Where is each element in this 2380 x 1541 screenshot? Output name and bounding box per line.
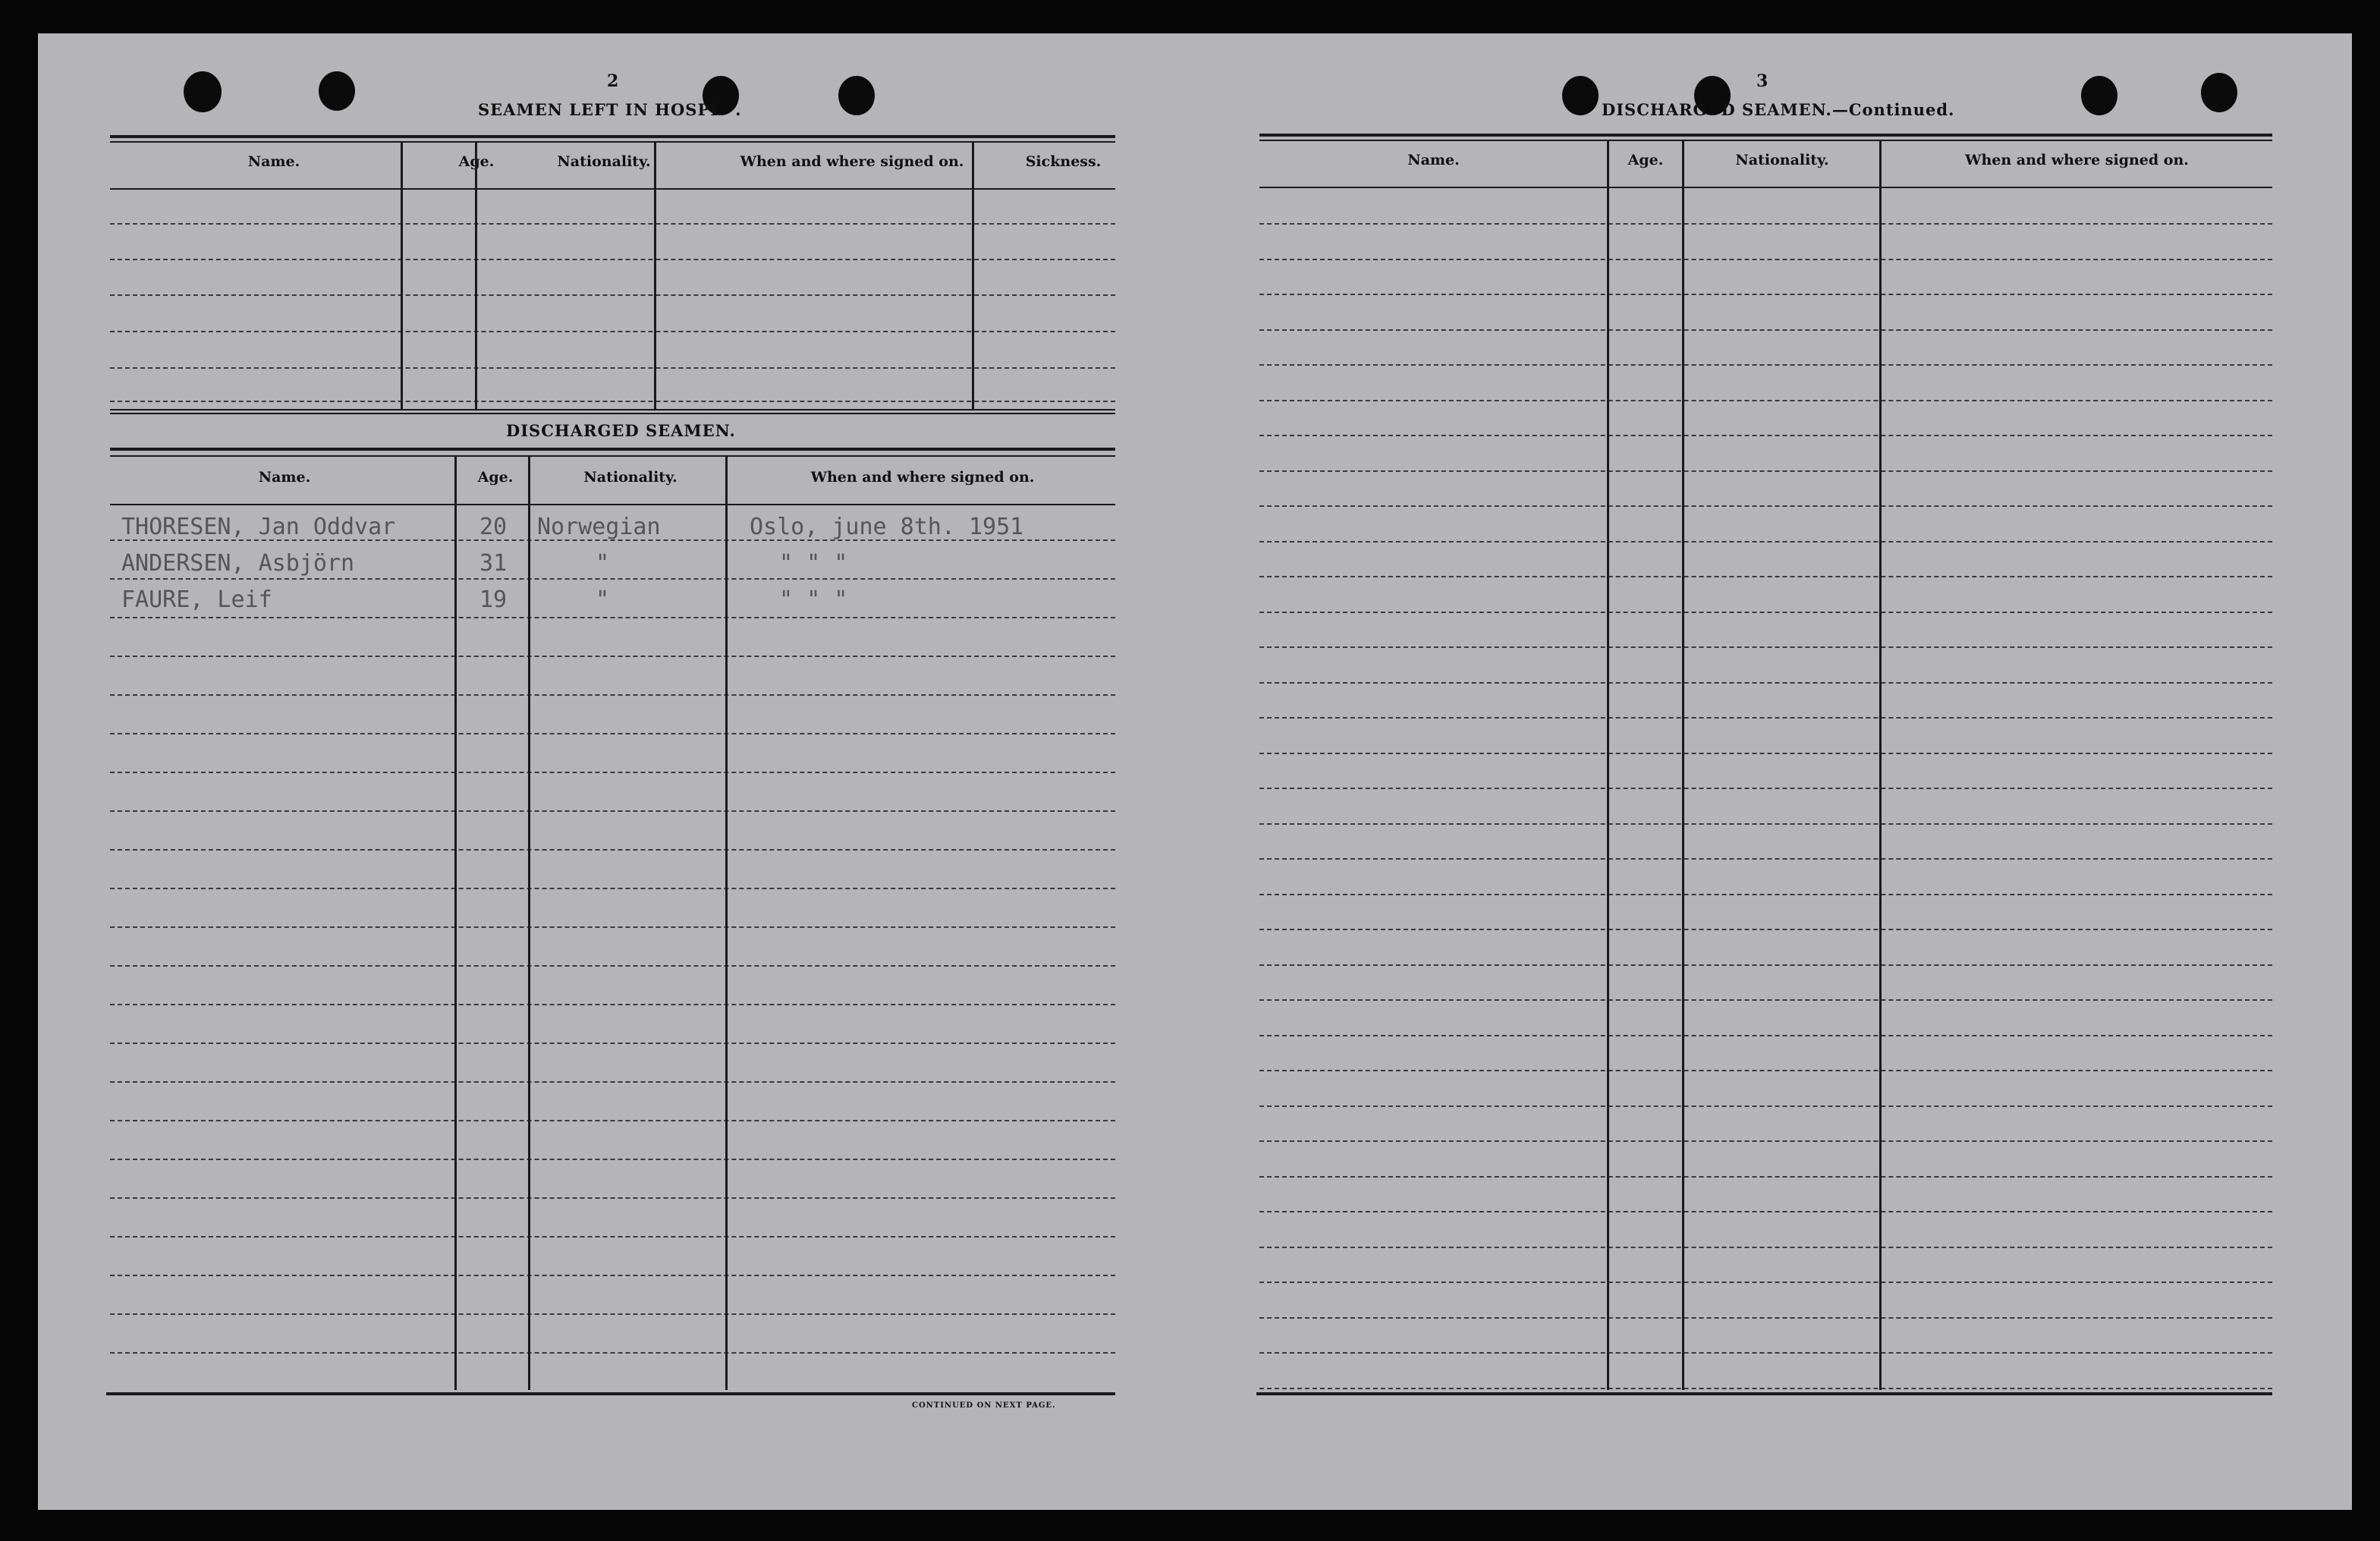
row-rule [1259,1176,2272,1178]
discharged-row-name: FAURE, Leif [121,587,272,613]
rule [110,135,1115,138]
row-rule [1259,1070,2272,1071]
right-header-nationality: Nationality. [1735,152,1829,168]
row-rule [1259,1035,2272,1036]
column-divider [528,457,530,1390]
column-divider [454,457,457,1390]
row-rule [110,1236,1115,1238]
discharged-header-signed-on: When and where signed on. [810,469,1035,486]
hospital-header-name: Name. [247,153,300,170]
row-rule [110,849,1115,851]
row-rule [110,694,1115,696]
row-rule [110,1352,1115,1354]
hospital-header-signed-on: When and where signed on. [740,153,964,170]
discharged-header-nationality: Nationality. [583,469,678,486]
row-rule [1259,223,2272,225]
rule [1256,1392,2272,1395]
row-rule [1259,294,2272,295]
row-rule [1259,1105,2272,1107]
discharged-row-signed-on: " " " [779,550,848,577]
page-number: 2 [607,71,619,91]
continued-footer: CONTINUED ON NEXT PAGE. [912,1401,1056,1410]
punch-hole [1562,76,1599,115]
column-divider [475,143,477,410]
column-divider [401,143,403,410]
hospital-header-sickness: Sickness. [1025,153,1102,170]
row-rule [1259,1140,2272,1142]
row-rule [1259,541,2272,542]
column-divider [1607,141,1609,1390]
row-rule [110,1159,1115,1160]
rule [110,455,1115,457]
discharged-row-name: ANDERSEN, Asbjörn [121,550,355,577]
rule [110,409,1115,410]
row-rule [110,259,1115,260]
row-rule [1259,364,2272,366]
punch-hole [2081,76,2117,115]
row-rule [1259,753,2272,754]
column-divider [654,143,656,410]
row-rule [1259,1317,2272,1319]
hospital-title-text: SEAMEN LEFT IN HOSPI [478,100,719,119]
discharged-row-age: 31 [479,550,508,577]
column-divider [972,143,974,410]
right-header-signed-on: When and where signed on. [1965,152,2189,168]
document-paper [38,33,2352,1510]
column-divider [1879,141,1882,1390]
discharged-row-nationality: " [596,550,610,577]
discharged-row-signed-on: " " " [779,587,848,613]
row-rule [1259,823,2272,825]
punch-hole [319,71,355,111]
rule [1259,140,2272,141]
right-section-title [1602,100,1954,119]
row-rule [1259,858,2272,860]
row-rule [1259,929,2272,930]
header-rule [110,188,1115,190]
row-rule [1259,1282,2272,1283]
hospital-header-nationality: Nationality. [557,153,651,170]
page-number: 3 [1756,71,1768,91]
row-rule [1259,435,2272,436]
row-rule [110,578,1115,580]
row-rule [110,1275,1115,1276]
row-rule [1259,470,2272,472]
discharged-row-name: THORESEN, Jan Oddvar [121,514,396,540]
row-rule [1259,717,2272,719]
row-rule [1259,1211,2272,1212]
rule [110,448,1115,451]
discharged-row-age: 19 [479,587,508,613]
row-rule [110,733,1115,734]
row-rule [110,617,1115,618]
right-header-name: Name. [1407,152,1460,168]
punch-hole [2201,73,2237,112]
row-rule [1259,576,2272,577]
header-rule [1259,187,2272,188]
row-rule [110,810,1115,812]
hospital-header-age: Age. [458,153,495,170]
rule [106,1392,1115,1395]
header-rule [110,504,1115,505]
discharged-row-age: 20 [479,514,508,540]
row-rule [110,1004,1115,1005]
column-divider [725,457,728,1390]
punch-hole [184,71,222,112]
row-rule [1259,682,2272,684]
row-rule [1259,894,2272,895]
row-rule [1259,505,2272,507]
row-rule [1259,964,2272,966]
rule [1259,134,2272,137]
right-header-age: Age. [1627,152,1664,168]
row-rule [110,656,1115,657]
discharged-section-title: DISCHARGED SEAMEN. [506,421,736,440]
discharged-row-nationality: Norwegian [537,514,661,540]
row-rule [1259,1247,2272,1248]
row-rule [110,1197,1115,1199]
column-divider [1682,141,1684,1390]
row-rule [1259,1388,2272,1389]
right-title-rest: D SEAMEN.—Continued. [1721,100,1955,119]
row-rule [110,1313,1115,1315]
row-rule [1259,1352,2272,1354]
row-rule [110,888,1115,889]
discharged-row-signed-on: Oslo, june 8th. 1951 [750,514,1024,540]
row-rule [110,367,1115,369]
row-rule [110,401,1115,402]
row-rule [110,223,1115,225]
row-rule [110,926,1115,928]
row-rule [1259,259,2272,260]
punch-hole [838,76,875,115]
row-rule [1259,612,2272,613]
right-title-start: DISCHARG [1602,100,1708,119]
row-rule [1259,400,2272,401]
rule [110,413,1115,414]
rule [110,141,1115,143]
row-rule [110,331,1115,332]
row-rule [110,294,1115,296]
discharged-header-age: Age. [477,469,514,486]
row-rule [110,965,1115,967]
hospital-title-end: . [735,100,742,119]
row-rule [1259,999,2272,1001]
row-rule [110,772,1115,773]
row-rule [110,1120,1115,1121]
row-rule [110,1043,1115,1044]
discharged-header-name: Name. [258,469,311,486]
row-rule [1259,788,2272,789]
row-rule [1259,329,2272,331]
row-rule [1259,646,2272,648]
hospital-section-title [478,100,741,119]
row-rule [110,1081,1115,1083]
discharged-row-nationality: " [596,587,610,613]
